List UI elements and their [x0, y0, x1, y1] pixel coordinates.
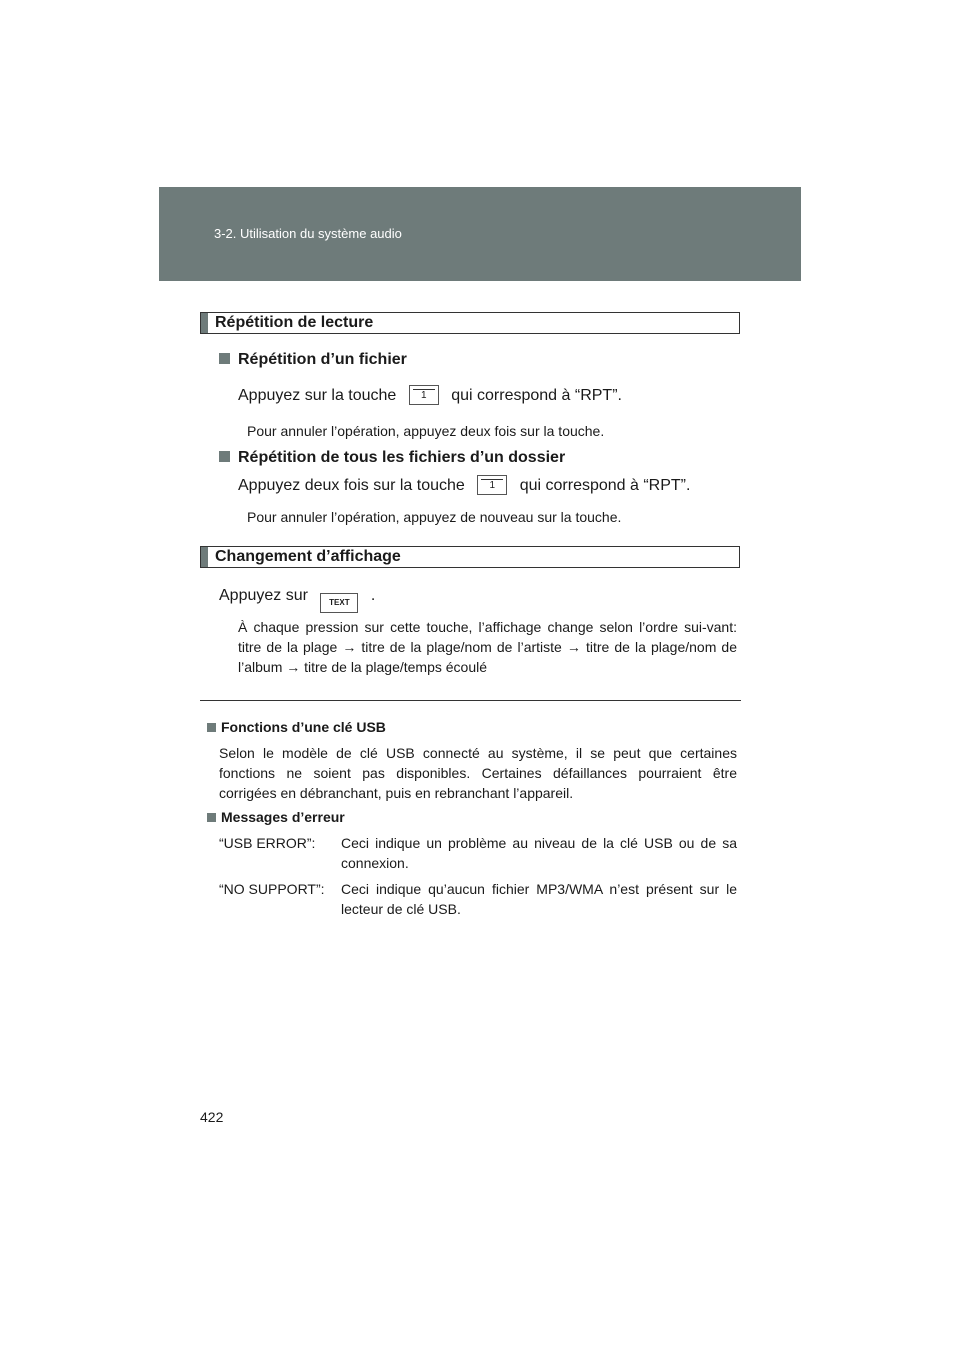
section-title-repeat [200, 312, 740, 334]
subheading-text: Répétition de tous les fichiers d’un dossier [238, 449, 566, 466]
note-heading-text: Fonctions d’une clé USB [221, 719, 386, 735]
subheading-repeat-folder [219, 449, 565, 467]
instruction-text: . [370, 587, 376, 604]
instruction-display [219, 587, 375, 613]
error-description: Ceci indique un problème au niveau de la clé USB ou de sa connexion. [341, 835, 737, 871]
subheading-text: Répétition d’un fichier [238, 351, 407, 368]
key-number: 1 [421, 390, 427, 401]
square-bullet-icon [207, 813, 216, 822]
section-accent-bar [201, 547, 208, 567]
error-code: “USB ERROR”: [219, 835, 316, 851]
square-bullet-icon [219, 353, 230, 364]
note-heading-usb [207, 719, 386, 735]
instruction-repeat-folder [238, 475, 690, 495]
section-title-text: Changement d’affichage [215, 548, 401, 565]
instruction-text: Appuyez sur la touche [238, 387, 397, 404]
chapter-section-label: 3-2. Utilisation du système audio [214, 226, 402, 241]
section-accent-bar [201, 313, 208, 333]
note-heading-text: Messages d’erreur [221, 809, 345, 825]
instruction-text: qui correspond à “RPT”. [519, 477, 691, 494]
divider [200, 700, 741, 701]
instruction-repeat-file [238, 385, 622, 405]
section-title-display [200, 546, 740, 568]
subheading-repeat-file [219, 351, 407, 369]
note-repeat-folder: Pour annuler l’opération, appuyez de nouveau sur la touche. [247, 509, 622, 525]
instruction-text: Appuyez deux fois sur la touche [238, 477, 465, 494]
note-repeat-file: Pour annuler l’opération, appuyez deux fois sur la touche. [247, 423, 605, 439]
section-title-text: Répétition de lecture [215, 314, 374, 331]
note-heading-errors [207, 809, 345, 825]
note-usb-text: Selon le modèle de clé USB connecté au système, il se peut que certaines fonctions ne soient pas disponibles. Certaines défaillances pourraient être corrigées en débranchant, puis en rebranchant l’appareil. [219, 745, 737, 801]
preset-key-1-icon [409, 385, 439, 405]
instruction-text: qui correspond à “RPT”. [451, 387, 622, 404]
display-description: À chaque pression sur cette touche, l’affichage change selon l’ordre sui-vant: titre de la plage → titre de la plage/nom de l’artiste → titre de la plage/nom de l’album → titre de la plage/temps écoulé [238, 619, 737, 675]
key-number: 1 [489, 480, 496, 491]
square-bullet-icon [207, 723, 216, 732]
square-bullet-icon [219, 451, 230, 462]
error-description: Ceci indique qu’aucun fichier MP3/WMA n’est présent sur le lecteur de clé USB. [341, 881, 737, 917]
text-button-icon: TEXT [320, 593, 358, 613]
error-code: “NO SUPPORT”: [219, 881, 325, 897]
instruction-text: Appuyez sur [219, 587, 308, 604]
page-number: 422 [200, 1109, 224, 1125]
preset-key-1-icon [477, 475, 507, 495]
